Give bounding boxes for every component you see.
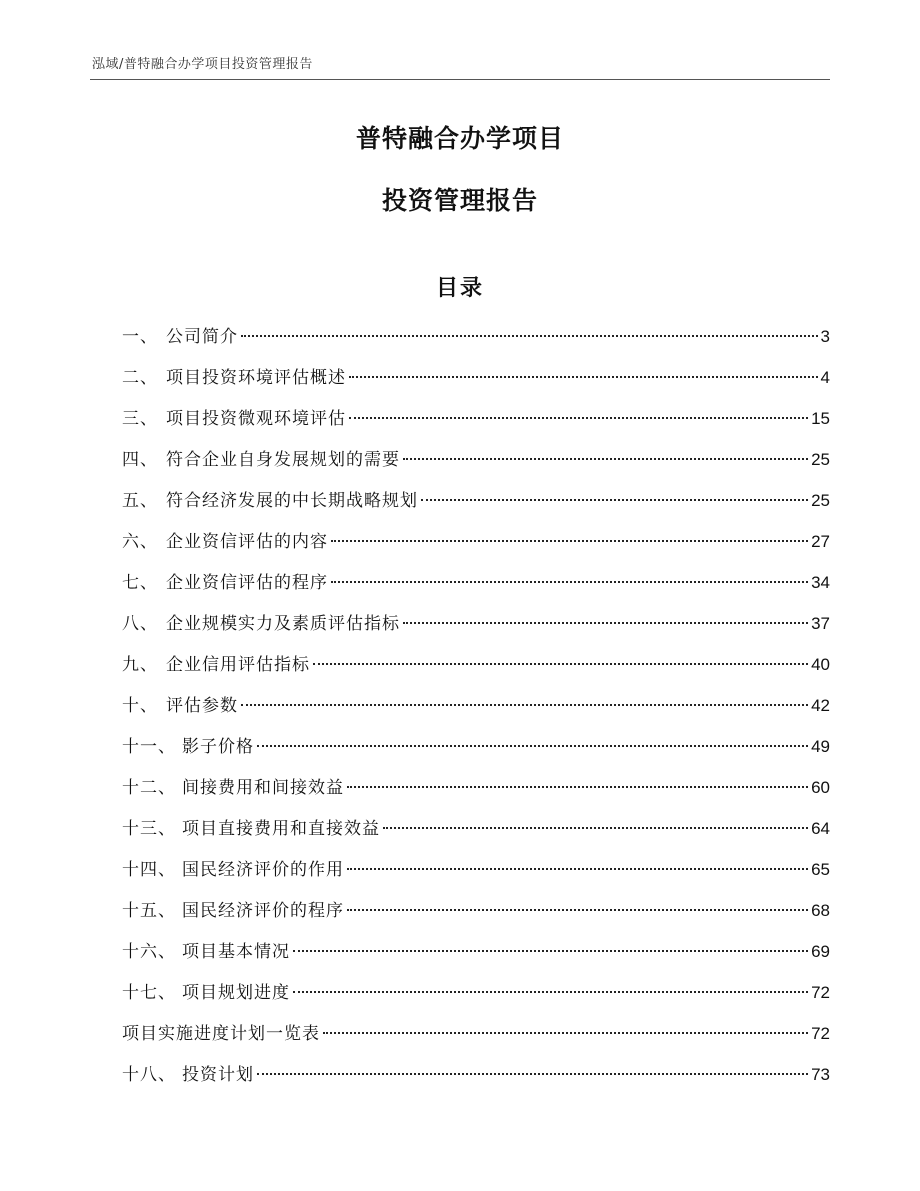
toc-entry[interactable] (122, 979, 830, 1020)
toc-entry-page: 42 (811, 696, 830, 715)
document-title-line-1: 普特融合办学项目 (355, 124, 564, 153)
toc-entry[interactable] (122, 610, 830, 651)
toc-entry-page: 3 (820, 327, 830, 346)
toc-entry-page: 25 (811, 491, 830, 510)
toc-entry-number: 十六、 (122, 942, 176, 962)
toc-entry-number: 九、 (122, 655, 158, 675)
toc-entry-title (122, 938, 290, 966)
toc-entry[interactable] (122, 856, 830, 897)
page-header: 泓域/普特融合办学项目投资管理报告 (92, 57, 313, 72)
toc-leader-dots (241, 335, 818, 337)
toc-leader-dots (347, 868, 808, 870)
toc-entry-page: 72 (811, 1024, 830, 1043)
toc-entry-number: 五、 (122, 491, 158, 511)
toc-entry-page: 4 (820, 368, 830, 387)
toc-entry-number: 十二、 (122, 778, 176, 798)
toc-entry-number: 十三、 (122, 819, 176, 839)
toc-entry-title (122, 405, 346, 433)
toc-entry[interactable] (122, 405, 830, 446)
toc-leader-dots (257, 745, 808, 747)
toc-entry-page: 65 (811, 860, 830, 879)
toc-entry-title (122, 692, 238, 720)
toc-entry-label: 符合经济发展的中长期战略规划 (166, 491, 418, 511)
toc-leader-dots (349, 376, 818, 378)
toc-entry-label: 项目投资环境评估概述 (166, 368, 346, 388)
toc-entry-number: 十五、 (122, 901, 176, 921)
toc-entry-title (122, 364, 346, 392)
toc-entry-title (122, 1061, 254, 1089)
toc-entry-title (122, 610, 400, 638)
toc-entry-label: 企业信用评估指标 (166, 655, 310, 675)
toc-entry-page: 37 (811, 614, 830, 633)
toc-entry-page: 64 (811, 819, 830, 838)
toc-entry-title (122, 774, 344, 802)
toc-entry[interactable] (122, 569, 830, 610)
toc-entry-page: 34 (811, 573, 830, 592)
toc-entry-title (122, 897, 344, 925)
toc-entry-page: 27 (811, 532, 830, 551)
toc-entry-title (122, 446, 400, 474)
toc-entry-label: 公司简介 (166, 327, 238, 347)
toc-entry-number: 一、 (122, 327, 158, 347)
toc-leader-dots (421, 499, 808, 501)
toc-entry-number: 二、 (122, 368, 158, 388)
toc-entry-label: 投资计划 (182, 1065, 254, 1085)
toc-entry-label: 国民经济评价的作用 (182, 860, 344, 880)
toc-entry-number: 十八、 (122, 1065, 176, 1085)
toc-entry[interactable] (122, 1020, 830, 1061)
toc-entry-label: 企业规模实力及素质评估指标 (166, 614, 400, 634)
toc-entry[interactable] (122, 528, 830, 569)
toc-entry-number: 三、 (122, 409, 158, 429)
toc-entry-title (122, 815, 380, 843)
toc-leader-dots (347, 909, 808, 911)
toc-entry-page: 60 (811, 778, 830, 797)
toc-heading: 目录 (435, 276, 484, 301)
toc-leader-dots (241, 704, 808, 706)
toc-entry-label: 项目基本情况 (182, 942, 290, 962)
toc-entry-page: 73 (811, 1065, 830, 1084)
toc-entry-number: 八、 (122, 614, 158, 634)
toc-leader-dots (349, 417, 808, 419)
toc-entry-title (122, 528, 328, 556)
toc-entry-number: 四、 (122, 450, 158, 470)
document-title-line-2: 投资管理报告 (381, 186, 538, 215)
toc-entry[interactable] (122, 692, 830, 733)
toc-entry-number: 十四、 (122, 860, 176, 880)
toc-leader-dots (403, 622, 808, 624)
toc-leader-dots (293, 950, 808, 952)
toc-entry-label: 企业资信评估的程序 (166, 573, 328, 593)
toc-entry-page: 15 (811, 409, 830, 428)
toc-entry-page: 49 (811, 737, 830, 756)
toc-entry-page: 25 (811, 450, 830, 469)
toc-entry-title (122, 487, 418, 515)
toc-entry-label: 项目实施进度计划一览表 (122, 1024, 320, 1044)
toc-entry[interactable] (122, 897, 830, 938)
toc-leader-dots (313, 663, 808, 665)
toc-entry[interactable] (122, 774, 830, 815)
toc-leader-dots (257, 1073, 808, 1075)
toc-entry-title (122, 1020, 320, 1048)
toc-entry-label: 影子价格 (182, 737, 254, 757)
toc-entry-title (122, 569, 328, 597)
toc-entry-number: 十、 (122, 696, 158, 716)
toc-entry-label: 国民经济评价的程序 (182, 901, 344, 921)
toc-entry[interactable] (122, 938, 830, 979)
toc-entry-title (122, 733, 254, 761)
toc-entry-number: 六、 (122, 532, 158, 552)
toc-leader-dots (403, 458, 808, 460)
toc-leader-dots (331, 581, 808, 583)
toc-entry[interactable] (122, 446, 830, 487)
toc-entry-page: 40 (811, 655, 830, 674)
toc-entry-title (122, 979, 290, 1007)
toc-entry-number: 七、 (122, 573, 158, 593)
toc-entry-page: 72 (811, 983, 830, 1002)
toc-entry-label: 项目投资微观环境评估 (166, 409, 346, 429)
toc-entry[interactable] (122, 733, 830, 774)
header-divider (90, 79, 830, 80)
toc-entry[interactable] (122, 815, 830, 856)
toc-entry-title (122, 323, 238, 351)
toc-entry-label: 评估参数 (166, 696, 238, 716)
toc-entry-page: 68 (811, 901, 830, 920)
toc-leader-dots (293, 991, 808, 993)
toc-entry-number: 十一、 (122, 737, 176, 757)
toc-entry-label: 符合企业自身发展规划的需要 (166, 450, 400, 470)
toc-entry[interactable] (122, 323, 830, 364)
toc-entry-title (122, 856, 344, 884)
toc-leader-dots (347, 786, 808, 788)
toc-entry[interactable] (122, 487, 830, 528)
toc-entry-label: 项目直接费用和直接效益 (182, 819, 380, 839)
toc-entry-label: 项目规划进度 (182, 983, 290, 1003)
toc-entry-label: 企业资信评估的内容 (166, 532, 328, 552)
toc-entry[interactable] (122, 1061, 830, 1102)
toc-entry-page: 69 (811, 942, 830, 961)
toc-entry-label: 间接费用和间接效益 (182, 778, 344, 798)
toc-entry[interactable] (122, 364, 830, 405)
toc-leader-dots (323, 1032, 808, 1034)
toc-leader-dots (331, 540, 808, 542)
toc-leader-dots (383, 827, 808, 829)
table-of-contents (122, 323, 830, 1102)
toc-entry-title (122, 651, 310, 679)
toc-entry-number: 十七、 (122, 983, 176, 1003)
toc-entry[interactable] (122, 651, 830, 692)
